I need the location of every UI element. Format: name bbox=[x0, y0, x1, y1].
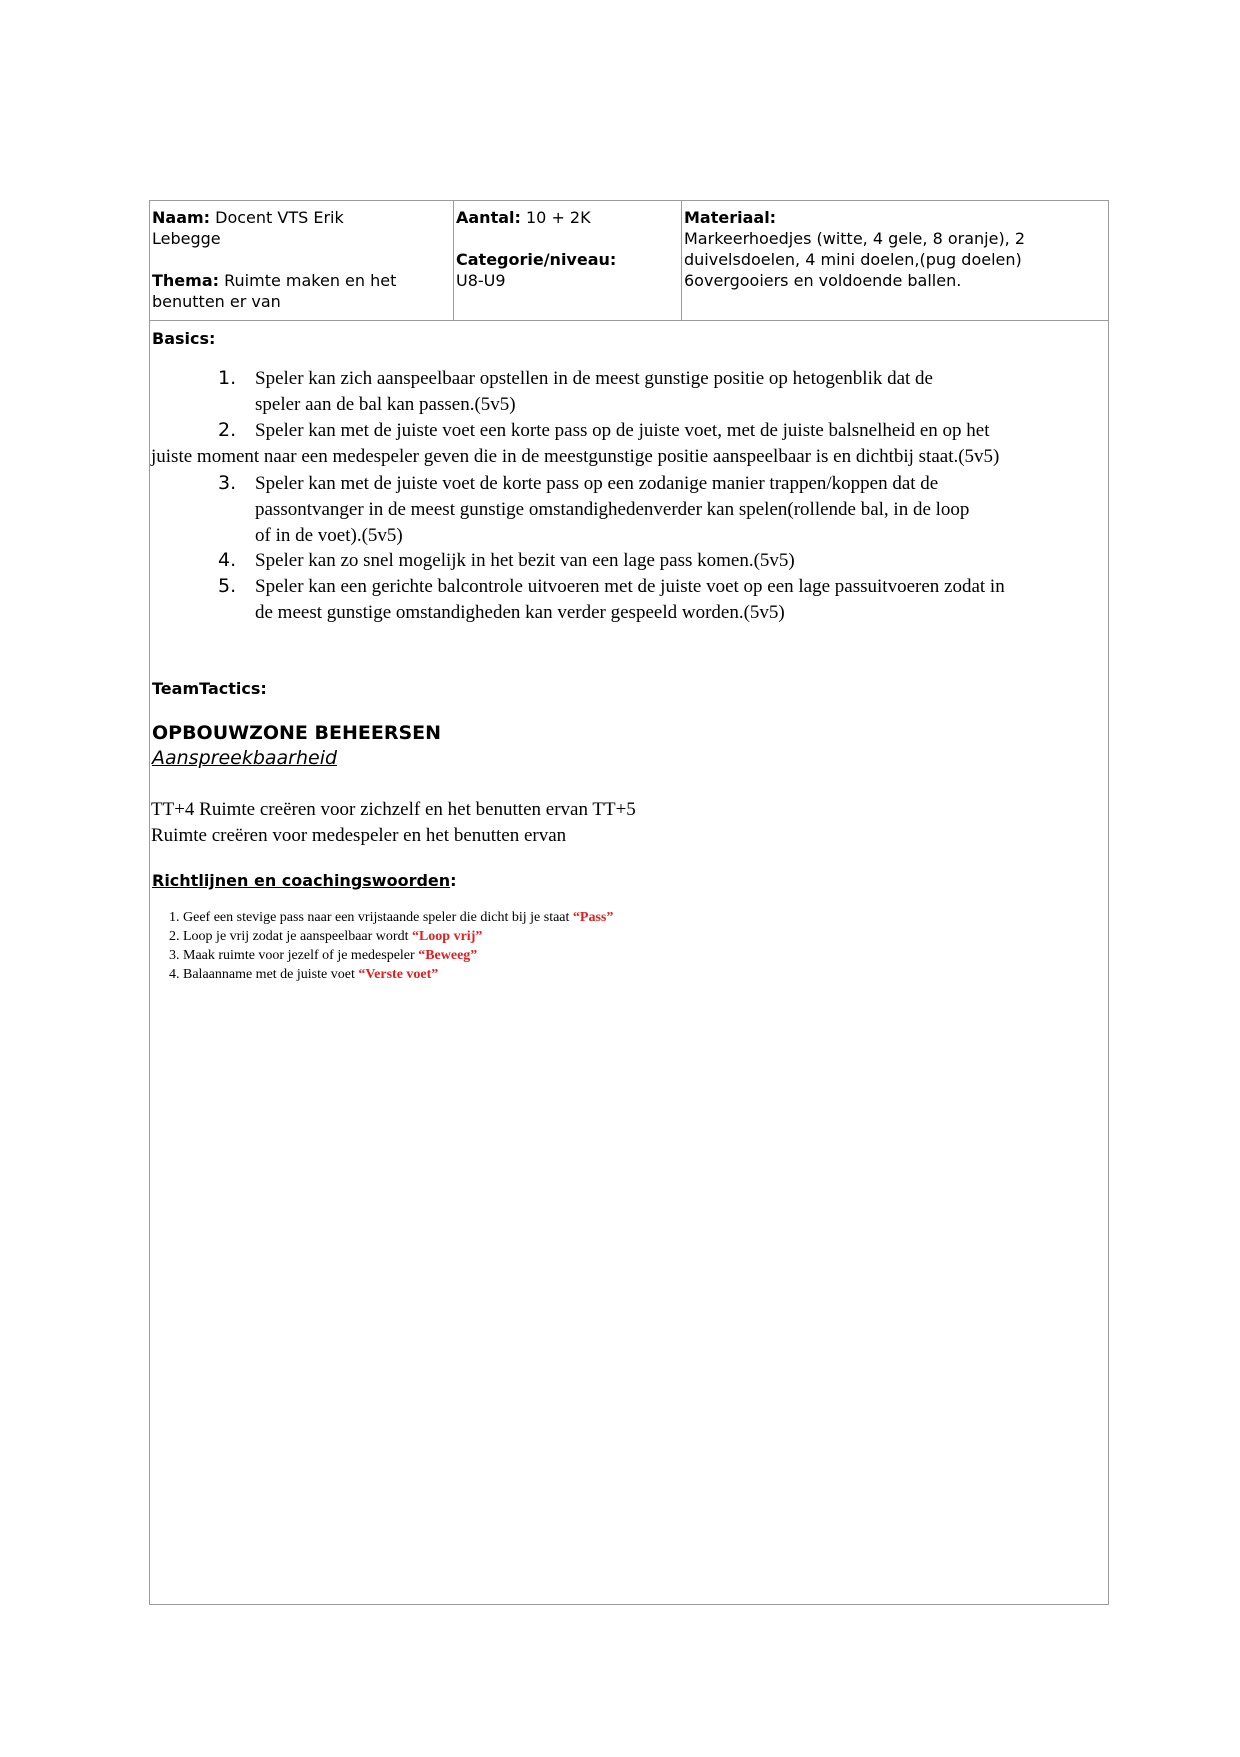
richtlijnen-heading bbox=[152, 871, 457, 890]
richtlijnen-item-number: 1. bbox=[169, 910, 180, 925]
coaching-word: “Verste voet” bbox=[358, 967, 439, 982]
coaching-word: “Loop vrij” bbox=[411, 929, 483, 944]
lesson-form bbox=[149, 200, 1109, 1605]
thema-value-2: benutten er van bbox=[152, 292, 281, 311]
richtlijnen-item-number: 2. bbox=[169, 929, 180, 944]
richtlijnen-colon: : bbox=[450, 871, 457, 890]
categorie-line bbox=[456, 249, 679, 270]
teamtactics-line-2: Ruimte creëren voor medespeler en het benutten ervan bbox=[151, 825, 567, 846]
richtlijnen-item-text: Loop je vrij zodat je aanspeelbaar wordt bbox=[183, 929, 412, 944]
teamtactics-heading: OPBOUWZONE BEHEERSEN bbox=[152, 722, 442, 744]
categorie-label: Categorie/niveau: bbox=[456, 250, 617, 269]
teamtactics-subheading: Aanspreekbaarheid bbox=[152, 747, 338, 769]
basics-item-3-line-3: of in de voet).(5v5) bbox=[255, 525, 403, 546]
basics-label: Basics: bbox=[152, 329, 216, 348]
thema-label: Thema: bbox=[152, 271, 220, 290]
basics-item-1-number: 1. bbox=[218, 367, 237, 389]
basics-item-5-number: 5. bbox=[218, 575, 237, 597]
richtlijnen-item bbox=[169, 928, 482, 946]
materiaal-label: Materiaal: bbox=[684, 208, 777, 227]
richtlijnen-item-text: Maak ruimte voor jezelf of je medespeler bbox=[183, 948, 419, 963]
naam-cell bbox=[150, 201, 454, 320]
aantal-label: Aantal: bbox=[456, 208, 521, 227]
materiaal-cell bbox=[682, 201, 1108, 320]
richtlijnen-item-text: Balaanname met de juiste voet bbox=[183, 967, 359, 982]
spacer bbox=[152, 249, 451, 270]
materiaal-line-2: duivelsdoelen, 4 mini doelen,(pug doelen) bbox=[684, 250, 1022, 269]
thema-value: Ruimte maken en het bbox=[219, 271, 397, 290]
materiaal-line-1: Markeerhoedjes (witte, 4 gele, 8 oranje), 2 bbox=[684, 229, 1026, 248]
header-row bbox=[150, 201, 1108, 321]
basics-item-4-line-1: Speler kan zo snel mogelijk in het bezit van een lage pass komen.(5v5) bbox=[255, 550, 795, 571]
basics-item-5-line-2: de meest gunstige omstandigheden kan verder gespeeld worden.(5v5) bbox=[255, 602, 785, 623]
richtlijnen-label: Richtlijnen en coachingswoorden bbox=[152, 871, 451, 890]
basics-item-1-line-1: Speler kan zich aanspeelbaar opstellen in de meest gunstige positie op hetogenblik dat de bbox=[255, 368, 933, 389]
basics-item-2-line-2: juiste moment naar een medespeler geven die in de meestgunstige positie aanspeelbaar is en dichtbij staat.(5v5) bbox=[151, 446, 1000, 467]
basics-item-3-line-2: passontvanger in de meest gunstige omstandighedenverder kan spelen(rollende bal, in de loop bbox=[255, 499, 970, 520]
aantal-cell bbox=[454, 201, 682, 320]
naam-value: Docent VTS Erik bbox=[210, 208, 344, 227]
basics-item-5-line-1: Speler kan een gerichte balcontrole uitvoeren met de juiste voet op een lage passuitvoeren zodat in bbox=[255, 576, 1005, 597]
richtlijnen-item bbox=[169, 947, 477, 965]
categorie-value: U8-U9 bbox=[456, 271, 506, 290]
richtlijnen-item-number: 3. bbox=[169, 948, 180, 963]
richtlijnen-item-number: 4. bbox=[169, 967, 180, 982]
materiaal-line-3: 6overgooiers en voldoende ballen. bbox=[684, 271, 962, 290]
thema-line bbox=[152, 270, 451, 291]
basics-item-3-number: 3. bbox=[218, 472, 237, 494]
richtlijnen-item-text: Geef een stevige pass naar een vrijstaande speler die dicht bij je staat bbox=[183, 910, 573, 925]
richtlijnen-item bbox=[169, 966, 438, 984]
richtlijnen-item bbox=[169, 909, 613, 927]
basics-item-2-number: 2. bbox=[218, 419, 237, 441]
basics-item-1-line-2: speler aan de bal kan passen.(5v5) bbox=[255, 394, 516, 415]
coaching-word: “Beweeg” bbox=[418, 948, 478, 963]
aantal-line bbox=[456, 207, 679, 228]
naam-label: Naam: bbox=[152, 208, 211, 227]
teamtactics-line-1: TT+4 Ruimte creëren voor zichzelf en het benutten ervan TT+5 bbox=[151, 799, 636, 820]
teamtactics-label: TeamTactics: bbox=[152, 679, 267, 698]
coaching-word: “Pass” bbox=[572, 910, 614, 925]
basics-item-4-number: 4. bbox=[218, 549, 237, 571]
naam-line bbox=[152, 207, 451, 228]
spacer bbox=[456, 228, 679, 249]
naam-value-2: Lebegge bbox=[152, 229, 221, 248]
basics-item-3-line-1: Speler kan met de juiste voet de korte pass op een zodanige manier trappen/koppen dat de bbox=[255, 473, 939, 494]
aantal-value: 10 + 2K bbox=[520, 208, 591, 227]
basics-item-2-line-1: Speler kan met de juiste voet een korte pass op de juiste voet, met de juiste balsnelheid en op het bbox=[255, 420, 990, 441]
